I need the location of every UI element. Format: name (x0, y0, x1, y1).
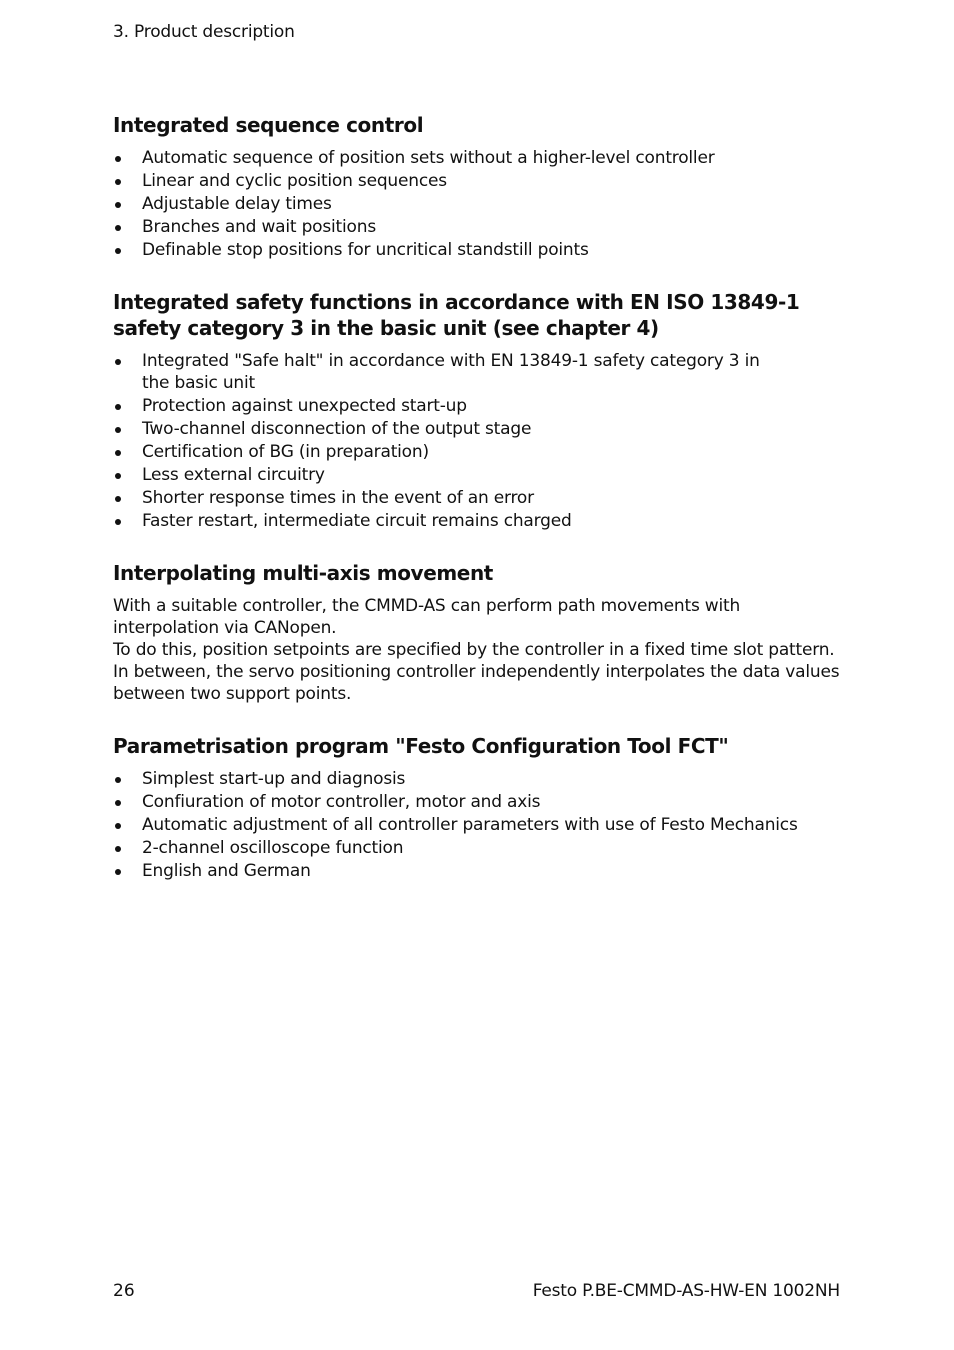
bullet-list (113, 350, 843, 532)
bullet-list (113, 147, 843, 261)
list-item: English and German (113, 860, 843, 882)
list-item: Automatic adjustment of all controller parameters with use of Festo Mechanics (113, 814, 843, 836)
section-interpolating-multi-axis-movement (113, 560, 843, 705)
list-item: Branches and wait positions (113, 216, 843, 238)
document-id: Festo P.BE-CMMD-AS-HW-EN 1002NH (532, 1281, 840, 1301)
list-item: Confiuration of motor controller, motor and axis (113, 791, 843, 813)
list-item: Simplest start-up and diagnosis (113, 768, 843, 790)
section-parametrisation-program (113, 733, 843, 882)
paragraph: With a suitable controller, the CMMD-AS can perform path movements with interpolation via CANopen. (113, 596, 741, 638)
page-content (113, 112, 843, 910)
list-item: Two-channel disconnection of the output stage (113, 418, 843, 440)
list-item: Shorter response times in the event of an error (113, 487, 843, 509)
page-number: 26 (113, 1281, 135, 1301)
section-heading: Integrated sequence control (113, 113, 424, 137)
list-item: Definable stop positions for uncritical standstill points (113, 239, 843, 261)
section-integrated-safety-functions (113, 289, 843, 532)
section-heading: Integrated safety functions in accordance with EN ISO 13849-1 safety category 3 in the basic unit (see chapter 4) (113, 290, 800, 340)
list-item: Linear and cyclic position sequences (113, 170, 843, 192)
paragraph: To do this, position setpoints are specified by the controller in a fixed time slot pattern. In between, the servo positioning controller independently interpolates the data values between two support points. (113, 640, 840, 704)
list-item: Certification of BG (in preparation) (113, 441, 843, 463)
list-item: Adjustable delay times (113, 193, 843, 215)
page-header: 3. Product description (113, 22, 295, 42)
list-item: Faster restart, intermediate circuit remains charged (113, 510, 843, 532)
section-integrated-sequence-control (113, 112, 843, 261)
list-item: 2-channel oscilloscope function (113, 837, 843, 859)
list-item: Protection against unexpected start-up (113, 395, 843, 417)
section-heading: Parametrisation program "Festo Configuration Tool FCT" (113, 734, 729, 758)
list-item: Less external circuitry (113, 464, 843, 486)
list-item: Automatic sequence of position sets without a higher-level controller (113, 147, 843, 169)
list-item: Integrated "Safe halt" in accordance with EN 13849-1 safety category 3 in the basic unit (113, 350, 782, 394)
bullet-list (113, 768, 843, 882)
section-heading: Interpolating multi-axis movement (113, 561, 493, 585)
